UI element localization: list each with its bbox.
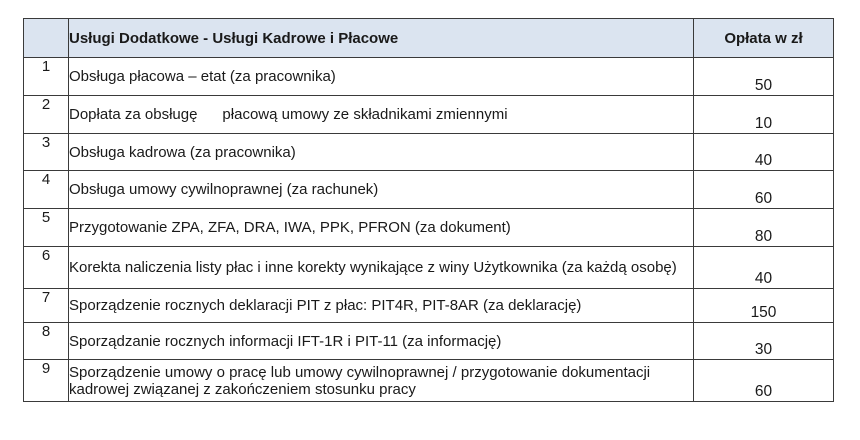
row-service: Sporządzenie umowy o pracę lub umowy cywilnoprawnej / przygotowanie dokumentacji kadrowej związanej z zakończeniem stosunku pracy [69,360,694,402]
row-fee: 60 [694,360,834,402]
row-fee: 150 [694,289,834,323]
row-number: 5 [24,209,69,247]
row-service: Przygotowanie ZPA, ZFA, DRA, IWA, PPK, PFRON (za dokument) [69,209,694,247]
row-number: 7 [24,289,69,323]
row-number: 1 [24,58,69,96]
row-fee: 50 [694,58,834,96]
header-number-cell [24,19,69,58]
row-number: 6 [24,247,69,289]
table-row [24,360,834,402]
row-fee: 10 [694,96,834,134]
row-fee: 60 [694,171,834,209]
table-row [24,289,834,323]
table-row [24,323,834,360]
row-service: Obsługa płacowa – etat (za pracownika) [69,58,694,96]
table-row [24,96,834,134]
row-service: Sporządzanie rocznych informacji IFT-1R i PIT-11 (za informację) [69,323,694,360]
row-service: Obsługa umowy cywilnoprawnej (za rachunek) [69,171,694,209]
row-service: Korekta naliczenia listy płac i inne korekty wynikające z winy Użytkownika (za każdą osobę) [69,247,694,289]
row-number: 9 [24,360,69,402]
row-number: 2 [24,96,69,134]
row-fee: 30 [694,323,834,360]
row-fee: 40 [694,247,834,289]
row-service: Obsługa kadrowa (za pracownika) [69,134,694,171]
header-service-cell: Usługi Dodatkowe - Usługi Kadrowe i Płacowe [69,19,694,58]
table-row [24,58,834,96]
table-row [24,134,834,171]
row-number: 3 [24,134,69,171]
fees-table [23,18,834,402]
row-number: 4 [24,171,69,209]
table-header-row [24,19,834,58]
header-fee-cell: Opłata w zł [694,19,834,58]
row-number: 8 [24,323,69,360]
table-row [24,171,834,209]
row-fee: 40 [694,134,834,171]
row-service: Dopłata za obsługę płacową umowy ze składnikami zmiennymi [69,96,694,134]
row-service: Sporządzenie rocznych deklaracji PIT z płac: PIT4R, PIT-8AR (za deklarację) [69,289,694,323]
row-fee: 80 [694,209,834,247]
table-row [24,209,834,247]
table-row [24,247,834,289]
